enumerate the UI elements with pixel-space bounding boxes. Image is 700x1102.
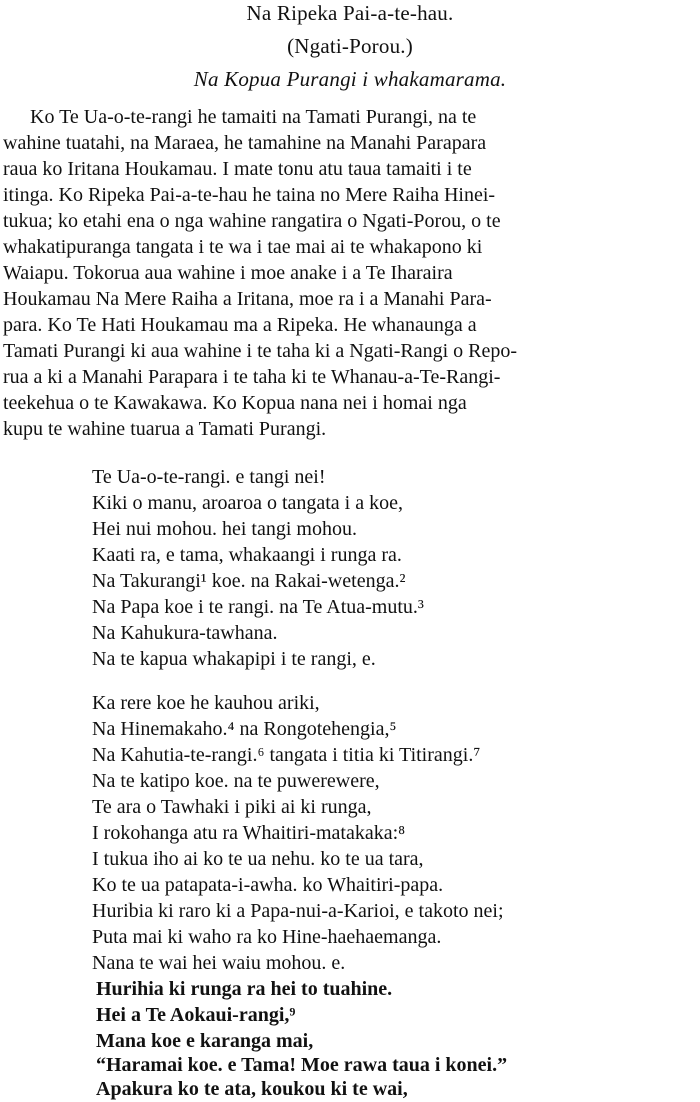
verse-line: Ka rere koe he kauhou ariki,	[92, 692, 320, 714]
verse-line: Ko te ua patapata-i-awha. ko Whaitiri-papa.	[92, 874, 444, 896]
verse-line: Mana koe e karanga mai,	[96, 1030, 314, 1052]
verse-line: Kiki o manu, aroaroa o tangata i a koe,	[92, 492, 403, 514]
intro-line: kupu te wahine tuarua a Tamati Purangi.	[3, 418, 327, 440]
intro-line: para. Ko Te Hati Houkamau ma a Ripeka. He whanaunga a	[3, 314, 477, 336]
verse-line: Hurihia ki runga ra hei to tuahine.	[96, 978, 393, 1000]
intro-line: raua ko Iritana Houkamau. I mate tonu atu taua tamaiti i te	[3, 158, 472, 180]
verse-line: Na te katipo koe. na te puwerewere,	[92, 770, 380, 792]
verse-line: Kaati ra, e tama, whakaangi i runga ra.	[92, 544, 402, 566]
attribution-line: Na Kopua Purangi i whakamarama.	[193, 67, 507, 91]
intro-line: tukua; ko etahi ena o nga wahine rangatira o Ngati-Porou, o te	[3, 210, 501, 232]
verse-line: Te ara o Tawhaki i piki ai ki runga,	[92, 796, 372, 818]
intro-line: rua a ki a Manahi Parapara i te taha ki te Whanau-a-Te-Rangi-	[3, 366, 501, 388]
verse-line: Huribia ki raro ki a Papa-nui-a-Karioi, e takoto nei;	[92, 900, 504, 922]
intro-line: teekehua o te Kawakawa. Ko Kopua nana nei i homai nga	[3, 392, 467, 414]
verse-line: Na Kahukura-tawhana.	[92, 622, 278, 644]
verse-line: Na Takurangi¹ koe. na Rakai-wetenga.²	[92, 570, 406, 592]
intro-line: Tamati Purangi ki aua wahine i te taha ki a Ngati-Rangi o Repo-	[3, 340, 518, 362]
song-title: Na Ripeka Pai-a-te-hau.	[246, 1, 454, 25]
intro-line: Waiapu. Tokorua aua wahine i moe anake i a Te Iharaira	[3, 262, 453, 284]
intro-line: Ko Te Ua-o-te-rangi he tamaiti na Tamati Purangi, na te	[30, 106, 477, 128]
tribe-heading: (Ngati-Porou.)	[287, 34, 413, 58]
verse-line: Apakura ko te ata, koukou ki te wai,	[96, 1078, 408, 1100]
verse-line: “Haramai koe. e Tama! Moe rawa taua i konei.”	[96, 1054, 508, 1076]
intro-line: Houkamau Na Mere Raiha a Iritana, moe ra i a Manahi Para-	[3, 288, 492, 310]
verse-line: Nana te wai hei waiu mohou. e.	[92, 952, 346, 974]
verse-line: Hei a Te Aokaui-rangi,⁹	[96, 1004, 296, 1026]
verse-line: I rokohanga atu ra Whaitiri-matakaka:⁸	[92, 822, 406, 844]
verse-line: Na Hinemakaho.⁴ na Rongotehengia,⁵	[92, 718, 397, 740]
verse-line: Te Ua-o-te-rangi. e tangi nei!	[92, 466, 326, 488]
verse-line: Na te kapua whakapipi i te rangi, e.	[92, 648, 376, 670]
verse-line: Na Kahutia-te-rangi.⁶ tangata i titia ki Titirangi.⁷	[92, 744, 481, 766]
intro-line: wahine tuatahi, na Maraea, he tamahine na Manahi Parapara	[3, 132, 487, 154]
verse-line: Na Papa koe i te rangi. na Te Atua-mutu.³	[92, 596, 424, 618]
intro-line: itinga. Ko Ripeka Pai-a-te-hau he taina no Mere Raiha Hinei-	[3, 184, 496, 206]
verse-line: Hei nui mohou. hei tangi mohou.	[92, 518, 357, 540]
verse-line: I tukua iho ai ko te ua nehu. ko te ua tara,	[92, 848, 424, 870]
intro-line: whakatipuranga tangata i te wa i tae mai ai te whakapono ki	[3, 236, 483, 258]
verse-line: Puta mai ki waho ra ko Hine-haehaemanga.	[92, 926, 442, 948]
